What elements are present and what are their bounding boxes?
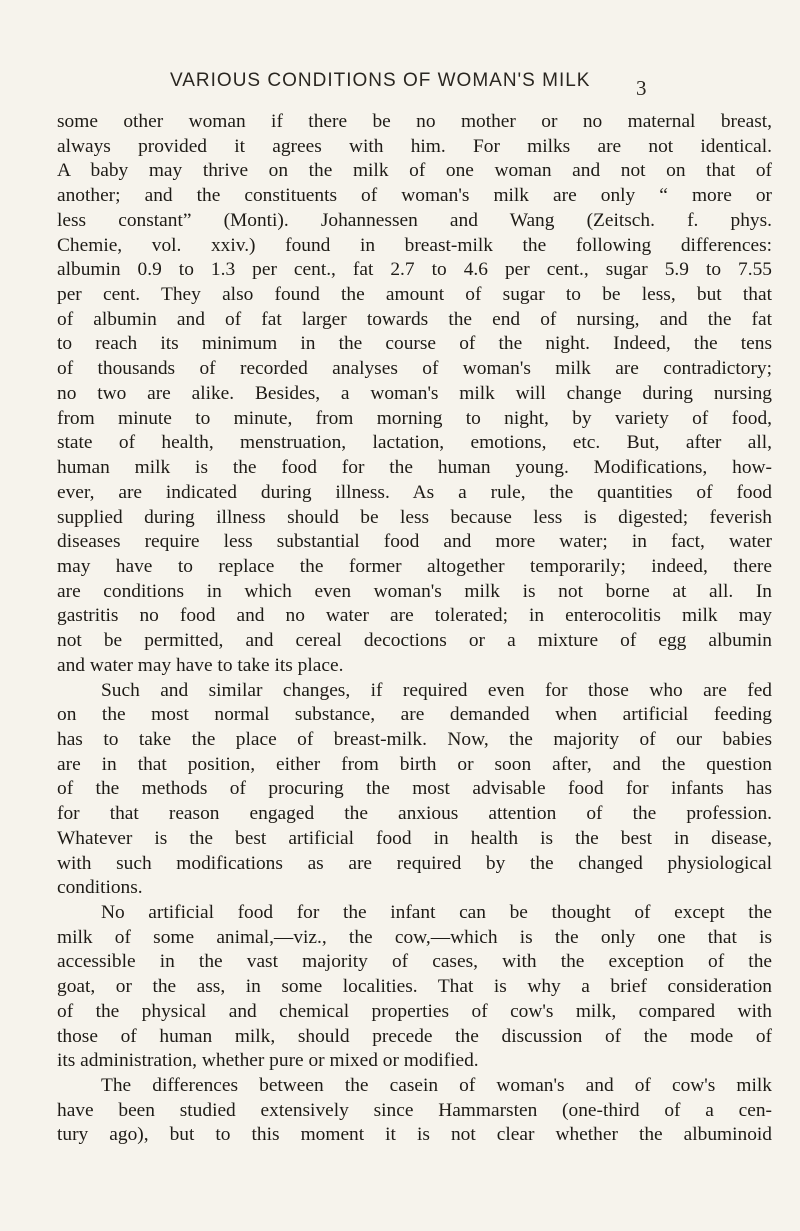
paragraph-start-line: No artificial food for the infant can be thought of except the [101,902,772,923]
text-line: human milk is the food for the human young. Modifications, how- [57,457,772,479]
text-line: has to take the place of breast-milk. Now, the majority of our babies [57,728,772,750]
text-line: some other woman if there be no mother or no maternal breast, [57,111,772,132]
text-line: with such modifications as are required by the changed physiological [57,852,772,874]
text-line: always provided it agrees with him. For milks are not identical. [57,135,772,157]
text-line: A baby may thrive on the milk of one woman and not on that of [57,160,772,182]
text-line: for that reason engaged the anxious attention of the profession. [57,803,772,825]
text-line: milk of some animal,—viz., the cow,—which is the only one that is [57,926,772,948]
body-text [57,110,772,1148]
paragraph-end-line: its administration, whether pure or mixed or modified. [57,1050,479,1072]
paragraph-start-line: Such and similar changes, if required even for those who are fed [101,679,772,701]
text-line: albumin 0.9 to 1.3 per cent., fat 2.7 to 4.6 per cent., sugar 5.9 to 7.55 [57,259,772,281]
text-line: of thousands of recorded analyses of woman's milk are contradictory; [57,358,772,380]
text-line: on the most normal substance, are demanded when artificial feeding [57,704,772,726]
text-line: may have to replace the former altogether temporarily; indeed, there [57,555,772,577]
text-line: of the physical and chemical properties of cow's milk, compared with [57,1000,772,1022]
text-line: to reach its minimum in the course of the night. Indeed, the tens [57,333,772,355]
paragraph-end-line: conditions. [57,877,143,899]
text-line: accessible in the vast majority of cases, with the exception of the [57,951,772,973]
paragraph-end-line: and water may have to take its place. [57,654,344,676]
text-line: of the methods of procuring the most advisable food for infants has [57,778,772,800]
text-line: gastritis no food and no water are tolerated; in enterocolitis milk may [57,605,772,627]
page-number: 3 [636,76,647,100]
text-line: ever, are indicated during illness. As a rule, the quantities of food [57,481,772,503]
text-line: per cent. They also found the amount of sugar to be less, but that [57,284,772,306]
text-line: no two are alike. Besides, a woman's milk will change during nursing [57,382,772,404]
text-line: Whatever is the best artificial food in health is the best in disease, [57,827,772,849]
text-line: less constant” (Monti). Johannessen and Wang (Zeitsch. f. phys. [57,209,772,231]
text-line: another; and the constituents of woman's milk are only “ more or [57,185,772,207]
running-head [0,64,800,104]
text-line: Chemie, vol. xxiv.) found in breast-milk the following differences: [57,234,772,256]
text-line: those of human milk, should precede the discussion of the mode of [57,1025,772,1047]
text-line: diseases require less substantial food and more water; in fact, water [57,531,772,553]
text-line: from minute to minute, from morning to night, by variety of food, [57,407,772,429]
text-line: tury ago), but to this moment it is not clear whether the albuminoid [57,1124,772,1146]
paragraph-start-line: The differences between the casein of woman's and of cow's milk [101,1075,772,1097]
text-line: supplied during illness should be less because less is digested; feverish [57,506,772,528]
text-line: state of health, menstruation, lactation, emotions, etc. But, after all, [57,432,772,454]
text-line: are conditions in which even woman's milk is not borne at all. In [57,580,772,602]
running-title: VARIOUS CONDITIONS OF WOMAN'S MILK [170,70,591,91]
text-line: goat, or the ass, in some localities. That is why a brief consideration [57,976,772,998]
text-line: not be permitted, and cereal decoctions or a mixture of egg albumin [57,630,772,652]
text-line: are in that position, either from birth or soon after, and the question [57,753,772,775]
text-line: of albumin and of fat larger towards the end of nursing, and the fat [57,308,772,330]
text-line: have been studied extensively since Hammarsten (one-third of a cen- [57,1099,772,1121]
